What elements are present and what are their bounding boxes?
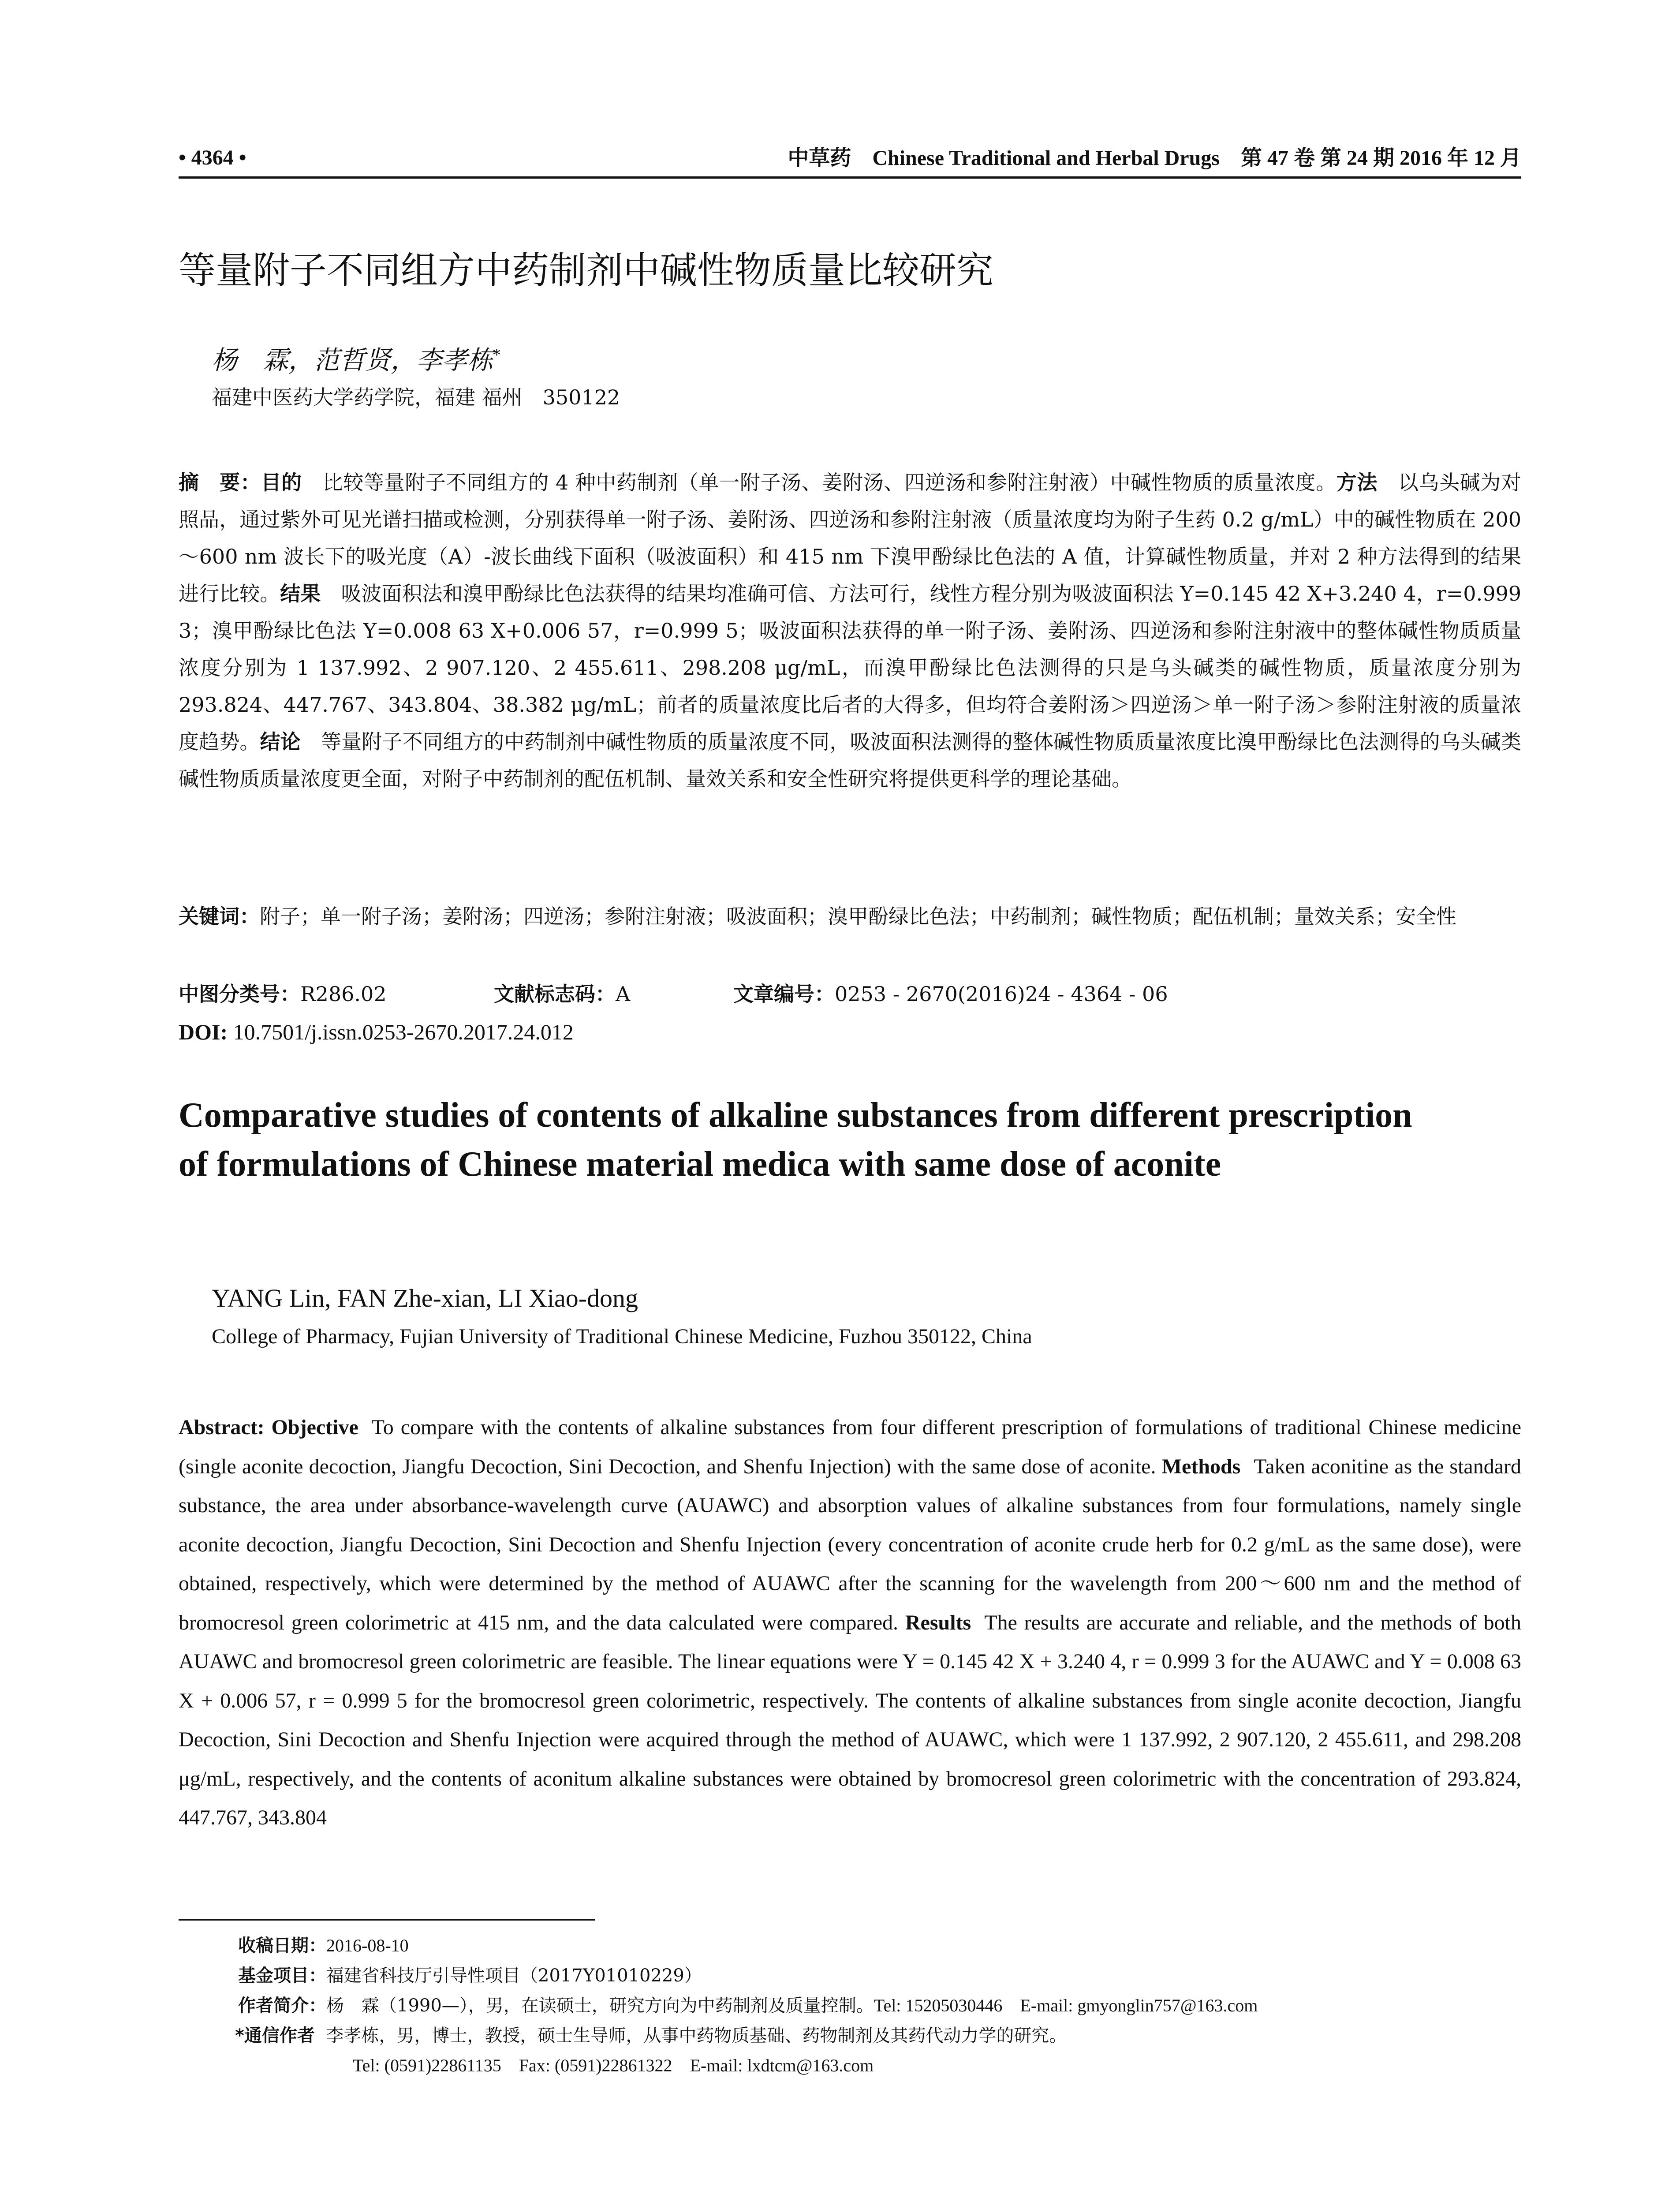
cn-methods-label: 方法 bbox=[1336, 471, 1378, 494]
page-number: • 4364 • bbox=[179, 146, 246, 169]
bio-contact: Tel: 15205030446 E-mail: gmyonglin757@163.com bbox=[874, 1996, 1258, 2015]
article-number bbox=[733, 976, 1168, 1012]
cn-authors bbox=[212, 337, 500, 377]
cn-abstract bbox=[179, 464, 1521, 797]
en-abstract-label: Abstract: bbox=[179, 1416, 265, 1439]
cn-author-names: 杨 霖，范哲贤，李孝栋 bbox=[212, 345, 493, 375]
article-number-value: 0253 - 2670(2016)24 - 4364 - 06 bbox=[835, 982, 1168, 1006]
fund-text: 福建省科技厅引导性项目（2017Y01010229） bbox=[326, 1966, 702, 1986]
received-label: 收稿日期： bbox=[238, 1936, 326, 1956]
header-rule bbox=[179, 176, 1521, 179]
en-results: The results are accurate and reliable, and the methods of both AUAWC and bromocresol green colorimetric are feasible. The linear equations were Y = 0.145 42 X + 3.240 4, r = 0.999 3 for the AUAWC and Y = 0.008 63 X + 0.006 57, r = 0.999 5 for the bromocresol green colorimetric, respectively. The contents of alkaline substances from single aconite decoction, Jiangfu Decoction, Sini Decoction and Shenfu Injection were acquired through the method of AUAWC, which were 1 137.992, 2 907.120, 2 455.611, and 298.208 μg/mL, respectively, and the contents of aconitum alkaline substances were obtained by bromocresol green colorimetric with the concentration of 293.824, 447.767, 343.804 bbox=[179, 1611, 1522, 1829]
clc-label: 中图分类号： bbox=[179, 982, 300, 1006]
en-objective-label: Objective bbox=[271, 1416, 358, 1439]
footnote-corresponding bbox=[235, 2021, 1067, 2051]
bio-label: 作者简介： bbox=[238, 1996, 326, 2016]
footnote-fund bbox=[238, 1961, 702, 1991]
corresponding-mark: * bbox=[493, 346, 501, 364]
doc-code-label: 文献标志码： bbox=[494, 982, 616, 1006]
footnote-author-bio bbox=[238, 1991, 1258, 2021]
corresponding-label: *通信作者 bbox=[235, 2026, 315, 2046]
en-methods: Taken aconitine as the standard substance, the area under absorbance-wavelength curve (AUAWC) and absorption values of alkaline substances from four formulations, namely single aconite decoction, Jiangfu Decoction, Sini Decoction and Shenfu Injection (every concentration of aconite crude herb for 0.2 g/mL as the same dose), were obtained, respectively, which were determined by the method of AUAWC after the scanning for the wavelength from 200～600 nm and the method of bromocresol green colorimetric at 415 nm, and the data calculated were compared. bbox=[179, 1454, 1522, 1634]
clc-value: R286.02 bbox=[300, 982, 387, 1006]
doc-code-value: A bbox=[616, 982, 631, 1006]
doi-value[interactable]: 10.7501/j.issn.0253-2670.2017.24.012 bbox=[233, 1020, 574, 1044]
cn-affiliation: 福建中医药大学药学院，福建 福州 350122 bbox=[212, 385, 620, 409]
en-methods-label: Methods bbox=[1161, 1454, 1241, 1478]
received-date: 2016-08-10 bbox=[326, 1936, 409, 1955]
en-results-label: Results bbox=[905, 1611, 971, 1634]
en-objective: To compare with the contents of alkaline substances from four different prescription of formulations of traditional Chinese medicine (single aconite decoction, Jiangfu Decoction, Sini Decoction, and Shenfu Injection) with the same dose of aconite. bbox=[179, 1416, 1522, 1478]
cn-results: 吸波面积法和溴甲酚绿比色法获得的结果均准确可信、方法可行，线性方程分别为吸波面积法 Y=0.145 42 X+3.240 4，r=0.999 3；溴甲酚绿比色法 Y=0.008 63 X+0.006 57，r=0.999 5；吸波面积法获得的单一附子汤、姜附汤、四逆汤和参附注射液中的整体碱性物质质量浓度分别为 1 137.992、2 907.120、2 455.611、298.208 μg/mL，而溴甲酚绿比色法测得的只是乌头碱类的碱性物质，质量浓度分别为 293.824、447.767、343.804、38.382 μg/mL；前者的质量浓度比后者的大得多，但均符合姜附汤＞四逆汤＞单一附子汤＞参附注射液的质量浓度趋势。 bbox=[179, 582, 1521, 754]
cn-objective-label: 目的 bbox=[261, 471, 302, 494]
footnote-corresponding-contact bbox=[353, 2051, 874, 2081]
en-title: Comparative studies of contents of alkaline substances from different prescription of formulations of Chinese material medica with same dose of aconite bbox=[179, 1096, 1412, 1184]
article-number-label: 文章编号： bbox=[733, 982, 835, 1006]
fund-label: 基金项目： bbox=[238, 1966, 326, 1986]
cn-conclusion-label: 结论 bbox=[260, 730, 301, 754]
cn-conclusion: 等量附子不同组方的中药制剂中碱性物质的质量浓度不同，吸波面积法测得的整体碱性物质质量浓度比溴甲酚绿比色法测得的乌头碱类碱性物质质量浓度更全面，对附子中药制剂的配伍机制、量效关系和安全性研究将提供更科学的理论基础。 bbox=[179, 730, 1522, 791]
running-header bbox=[179, 140, 1521, 176]
cn-keywords-label: 关键词： bbox=[179, 904, 260, 928]
journal-issue: 第 47 卷 第 24 期 2016 年 12 月 bbox=[1240, 146, 1521, 170]
cn-title: 等量附子不同组方中药制剂中碱性物质量比较研究 bbox=[179, 249, 994, 292]
cn-results-label: 结果 bbox=[280, 582, 321, 605]
bio-text: 杨 霖（1990—），男，在读硕士，研究方向为中药制剂及质量控制。 bbox=[326, 1996, 874, 2016]
cn-methods: 以乌头碱为对照品，通过紫外可见光谱扫描或检测，分别获得单一附子汤、姜附汤、四逆汤和参附注射液（质量浓度均为附子生药 0.2 g/mL）中的碱性物质在 200～600 nm 波长下的吸光度（A）-波长曲线下面积（吸波面积）和 415 nm 下溴甲酚绿比色法的 A 值，计算碱性物质量，并对 2 种方法得到的结果进行比较。 bbox=[179, 471, 1522, 605]
doi-label: DOI: bbox=[179, 1020, 228, 1044]
cn-keywords bbox=[179, 898, 1521, 935]
en-affiliation: College of Pharmacy, Fujian University of Traditional Chinese Medicine, Fuzhou 350122, China bbox=[212, 1325, 1032, 1348]
en-abstract bbox=[179, 1408, 1521, 1838]
en-authors: YANG Lin, FAN Zhe-xian, LI Xiao-dong bbox=[212, 1284, 638, 1312]
corresponding-text: 李孝栋，男，博士，教授，硕士生导师，从事中药物质基础、药物制剂及其药代动力学的研究。 bbox=[326, 2026, 1067, 2046]
cn-abstract-label: 摘 要： bbox=[179, 471, 261, 494]
cn-objective: 比较等量附子不同组方的 4 种中药制剂（单一附子汤、姜附汤、四逆汤和参附注射液）中碱性物质的质量浓度。 bbox=[322, 471, 1337, 494]
doi bbox=[179, 1014, 574, 1050]
journal-name-cn: 中草药 bbox=[788, 146, 851, 170]
footnote-rule bbox=[179, 1919, 595, 1921]
cn-keywords-text: 附子；单一附子汤；姜附汤；四逆汤；参附注射液；吸波面积；溴甲酚绿比色法；中药制剂；碱性物质；配伍机制；量效关系；安全性 bbox=[260, 904, 1456, 928]
journal-info bbox=[788, 140, 1521, 176]
footnote-received bbox=[238, 1931, 409, 1961]
journal-name-en: Chinese Traditional and Herbal Drugs bbox=[872, 146, 1220, 170]
corresponding-contact: Tel: (0591)22861135 Fax: (0591)22861322 E-mail: lxdtcm@163.com bbox=[353, 2056, 874, 2075]
clc bbox=[179, 976, 387, 1012]
doc-code bbox=[494, 976, 630, 1012]
